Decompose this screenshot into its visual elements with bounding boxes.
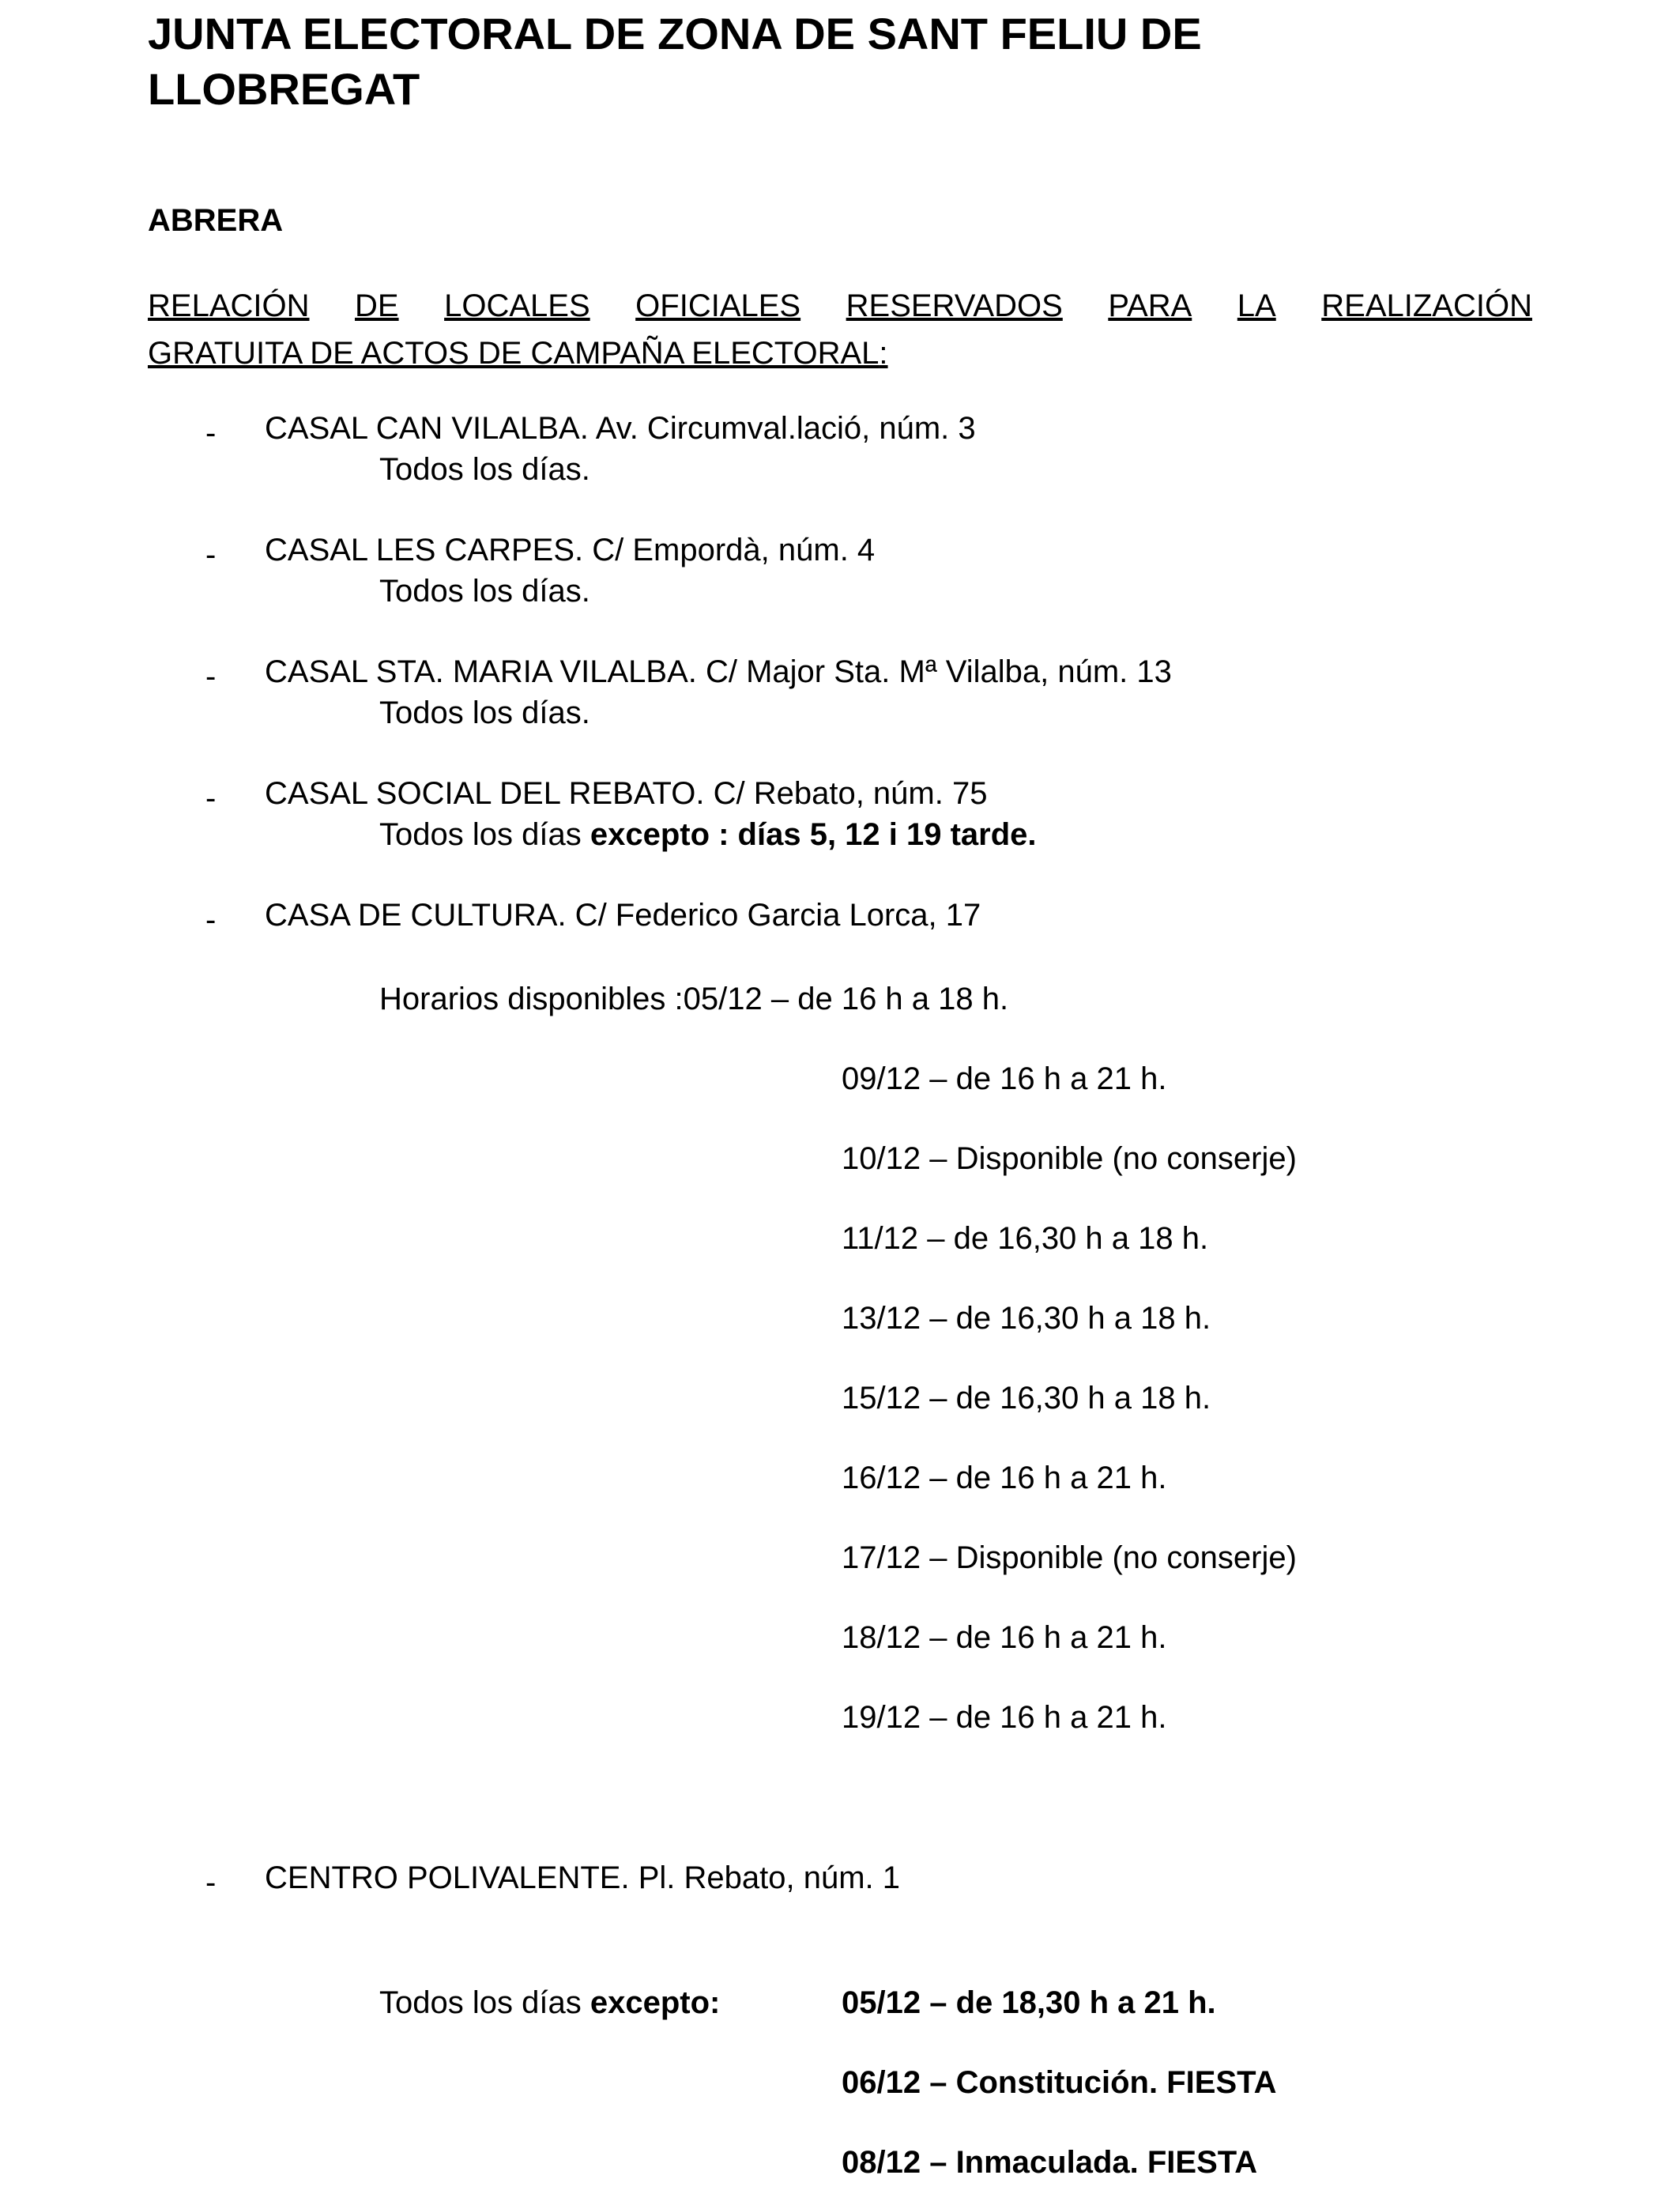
intro-word: OFICIALES <box>635 288 801 323</box>
intro-word: DE <box>355 288 399 323</box>
venue-name: CENTRO POLIVALENTE. Pl. Rebato, núm. 1 <box>265 1860 900 1895</box>
exception-slot: 06/12 – Constitución. FIESTA <box>842 2065 1277 2100</box>
intro-word: RESERVADOS <box>846 288 1063 323</box>
list-bullet: - <box>205 416 217 450</box>
venue-name: CASAL STA. MARIA VILALBA. C/ Major Sta. Mª Vilalba, núm. 13 <box>265 654 1172 689</box>
availability-exception-label: excepto: <box>590 1985 721 2020</box>
venue-availability: Todos los días. <box>379 574 590 609</box>
exception-slot: 08/12 – Inmaculada. FIESTA <box>842 2145 1258 2180</box>
availability-exception: excepto : días 5, 12 i 19 tarde. <box>590 817 1037 852</box>
schedule-slot: 19/12 – de 16 h a 21 h. <box>842 1700 1167 1735</box>
schedule-slot: 05/12 – de 16 h a 18 h. <box>683 982 1009 1016</box>
schedule-slot: 09/12 – de 16 h a 21 h. <box>842 1061 1167 1096</box>
list-bullet: - <box>205 1865 217 1900</box>
intro-word: RELACIÓN <box>148 288 310 323</box>
intro-colon: : <box>879 336 888 371</box>
venue-availability: Todos los días excepto : días 5, 12 i 19 tarde. <box>379 817 1037 852</box>
intro-paragraph <box>148 282 1532 377</box>
venue-name: CASAL LES CARPES. C/ Empordà, núm. 4 <box>265 533 876 567</box>
schedule-slot: 15/12 – de 16,30 h a 18 h. <box>842 1381 1211 1416</box>
list-bullet: - <box>205 659 217 694</box>
venue-name: CASAL CAN VILALBA. Av. Circumval.lació, núm. 3 <box>265 411 976 446</box>
list-bullet: - <box>205 781 217 816</box>
venue-name: CASAL SOCIAL DEL REBATO. C/ Rebato, núm. 75 <box>265 776 988 811</box>
venue-availability: Todos los días excepto: <box>379 1985 721 2020</box>
intro-word: REALIZACIÓN <box>1321 288 1532 323</box>
schedule-label: Horarios disponibles : <box>379 982 684 1016</box>
schedule-row <box>379 978 1008 1020</box>
list-bullet: - <box>205 537 217 572</box>
exception-slot: 05/12 – de 18,30 h a 21 h. <box>842 1985 1216 2020</box>
schedule-slot: 16/12 – de 16 h a 21 h. <box>842 1461 1167 1495</box>
venue-name: CASA DE CULTURA. C/ Federico Garcia Lorca, 17 <box>265 898 981 933</box>
venue-availability: Todos los días. <box>379 452 590 487</box>
municipality-heading: ABRERA <box>148 203 284 238</box>
venue-availability: Todos los días. <box>379 696 590 730</box>
intro-word: LA <box>1237 288 1276 323</box>
schedule-slot: 11/12 – de 16,30 h a 18 h. <box>842 1221 1209 1256</box>
schedule-slot: 10/12 – Disponible (no conserje) <box>842 1141 1297 1176</box>
page-title-line-2: LLOBREGAT <box>148 64 420 114</box>
schedule-slot: 13/12 – de 16,30 h a 18 h. <box>842 1301 1211 1336</box>
intro-line-2: GRATUITA DE ACTOS DE CAMPAÑA ELECTORAL: <box>148 336 888 371</box>
intro-word: LOCALES <box>444 288 590 323</box>
page-title-line-1: JUNTA ELECTORAL DE ZONA DE SANT FELIU DE <box>148 9 1202 58</box>
schedule-slot: 17/12 – Disponible (no conserje) <box>842 1540 1297 1575</box>
intro-line-1 <box>148 282 1532 330</box>
schedule-slot: 18/12 – de 16 h a 21 h. <box>842 1620 1167 1655</box>
intro-word: PARA <box>1108 288 1192 323</box>
list-bullet: - <box>205 903 217 937</box>
